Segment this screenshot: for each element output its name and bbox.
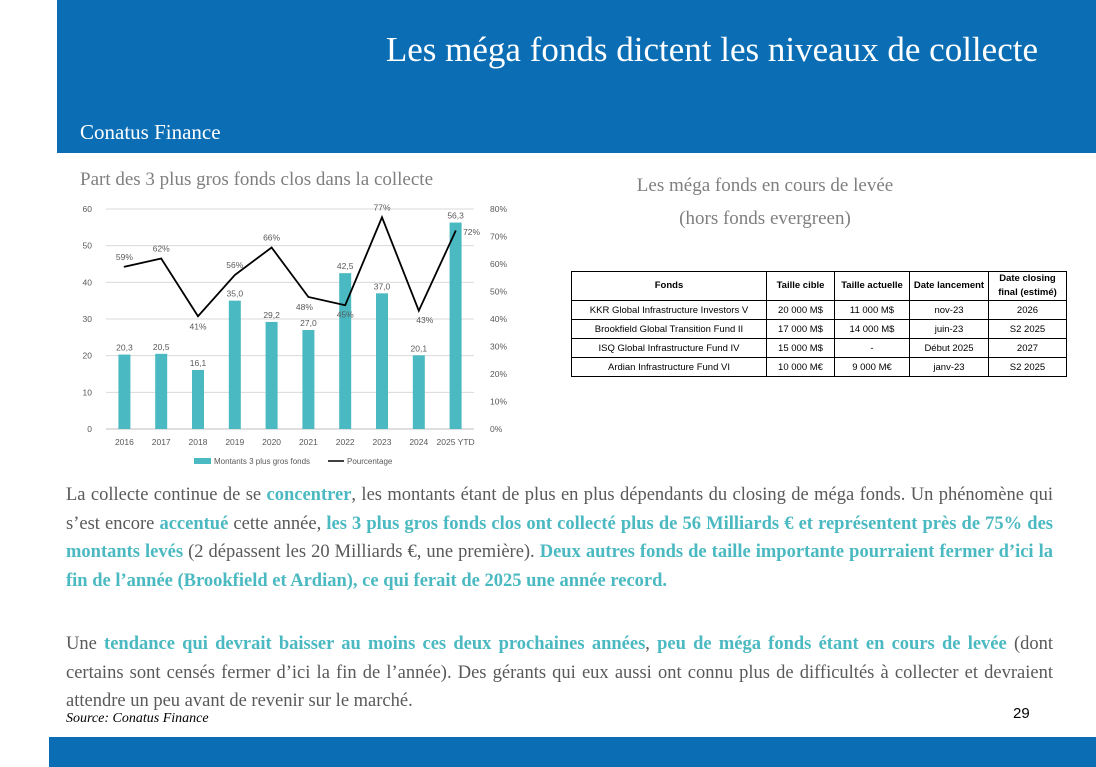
paragraph-2 — [66, 630, 1053, 716]
header-band — [57, 0, 1096, 153]
header-taille-cible: Taille cible — [767, 272, 835, 301]
table-row — [572, 320, 1067, 339]
cell-launch-date: Début 2025 — [910, 339, 989, 358]
table-title — [600, 169, 930, 235]
cell-current-size: 9 000 M€ — [835, 358, 910, 377]
header-date-lancement: Date lancement — [910, 272, 989, 301]
x-tick-label: 2019 — [225, 437, 245, 447]
page-number: 29 — [1013, 705, 1030, 722]
p1-highlight-2: accentué — [159, 513, 229, 534]
p2-highlight-1: tendance qui devrait baisser au moins ces deux prochaines années — [104, 634, 646, 654]
bar — [266, 322, 278, 429]
line-data-label: 43% — [416, 314, 434, 325]
table-header-row — [572, 272, 1067, 301]
legend-label: Pourcentage — [347, 457, 393, 466]
cell-current-size: 11 000 M$ — [835, 301, 910, 320]
line-point — [381, 216, 383, 218]
header-taille-actuelle: Taille actuelle — [835, 272, 910, 301]
y-right-tick-label: 60% — [490, 259, 508, 269]
cell-fund-name: Ardian Infrastructure Fund VI — [572, 358, 767, 377]
p1-highlight-1: concentrer — [266, 485, 352, 505]
cell-launch-date: nov-23 — [910, 301, 989, 320]
x-tick-label: 2020 — [262, 437, 282, 447]
bar-data-label: 16,1 — [189, 357, 207, 368]
table-row — [572, 358, 1067, 377]
p2-text-2: , — [645, 634, 658, 654]
line-point — [234, 274, 236, 276]
bar — [450, 223, 462, 429]
cell-closing-date: S2 2025 — [989, 320, 1067, 339]
p1-text-4: (2 dépassent les 20 Milliards €, une première). — [183, 542, 540, 562]
cell-closing-date: 2026 — [989, 301, 1067, 320]
chart-title: Part des 3 plus gros fonds clos dans la collecte — [80, 169, 434, 190]
y-right-tick-label: 0% — [490, 424, 503, 434]
bar — [192, 370, 204, 429]
bar — [376, 293, 388, 429]
line-data-label: 45% — [336, 309, 354, 320]
cell-launch-date: juin-23 — [910, 320, 989, 339]
cell-target-size: 15 000 M$ — [767, 339, 835, 358]
p1-text-3: cette année, — [228, 513, 327, 534]
bar-data-label: 35,0 — [226, 288, 244, 299]
line-data-label: 59% — [115, 251, 133, 262]
x-tick-label: 2017 — [151, 437, 171, 447]
cell-target-size: 20 000 M$ — [767, 301, 835, 320]
cell-target-size: 10 000 M€ — [767, 358, 835, 377]
cell-launch-date: janv-23 — [910, 358, 989, 377]
cell-current-size: - — [835, 339, 910, 358]
line-data-label: 77% — [373, 202, 391, 213]
line-point — [271, 247, 273, 249]
line-data-label: 66% — [263, 232, 281, 243]
line-point — [197, 315, 199, 317]
bar-data-label: 20,1 — [410, 343, 428, 354]
x-tick-label: 2021 — [298, 437, 318, 447]
p2-text-3: (dont certains sont censés fermer d’ici la fin de l’année). Des gérants qui eux aussi ont connu plus de difficultés à collecter et devraient attendre un peu avant de revenir sur le marché. — [66, 634, 1053, 711]
y-right-tick-label: 50% — [490, 286, 508, 297]
line-data-label: 62% — [152, 243, 170, 254]
cell-fund-name: ISQ Global Infrastructure Fund IV — [572, 339, 767, 358]
bar-data-label: 37,0 — [373, 281, 391, 292]
bar — [302, 330, 314, 429]
cell-closing-date: 2027 — [989, 339, 1067, 358]
y-left-tick-label: 10 — [82, 387, 92, 398]
line-point — [160, 258, 162, 260]
source-note: Source: Conatus Finance — [66, 711, 209, 726]
percentage-line — [124, 217, 455, 316]
brand-name: Conatus Finance — [80, 120, 221, 144]
bar-data-label: 56,3 — [447, 210, 464, 221]
footer-band — [49, 737, 1096, 767]
bar-data-label: 20,5 — [152, 341, 170, 352]
table-row — [572, 339, 1067, 358]
y-right-tick-label: 30% — [490, 341, 508, 352]
table-title-line2: (hors fonds evergreen) — [679, 208, 851, 229]
line-point — [308, 296, 310, 298]
line-point — [344, 304, 346, 306]
cell-closing-date: S2 2025 — [989, 358, 1067, 377]
cell-target-size: 17 000 M$ — [767, 320, 835, 339]
legend-label: Montants 3 plus gros fonds — [214, 457, 311, 466]
line-point — [124, 266, 126, 268]
bar-data-label: 27,0 — [300, 318, 317, 328]
bar — [155, 354, 167, 429]
y-right-tick-label: 20% — [490, 369, 508, 379]
x-tick-label: 2025 YTD — [436, 437, 475, 447]
bar-data-label: 29,2 — [263, 309, 280, 320]
line-data-label: 48% — [295, 302, 313, 312]
page-title: Les méga fonds dictent les niveaux de collecte — [385, 30, 1038, 69]
cell-fund-name: KKR Global Infrastructure Investors V — [572, 301, 767, 320]
p2-text-1: Une — [66, 634, 105, 654]
bar — [229, 301, 241, 429]
paragraph-1 — [66, 481, 1053, 595]
y-left-tick-label: 30 — [82, 314, 92, 324]
combo-chart — [70, 197, 510, 472]
cell-fund-name: Brookfield Global Transition Fund II — [572, 320, 767, 339]
y-right-tick-label: 10% — [490, 396, 508, 407]
legend-swatch-bars — [194, 458, 211, 464]
y-right-tick-label: 80% — [490, 204, 508, 214]
x-tick-label: 2016 — [114, 437, 134, 447]
cell-current-size: 14 000 M$ — [835, 320, 910, 339]
table-row — [572, 301, 1067, 320]
line-point — [418, 310, 420, 312]
table-title-line1: Les méga fonds en cours de levée — [636, 175, 894, 196]
line-data-label: 56% — [226, 260, 244, 270]
header-fonds: Fonds — [572, 272, 767, 301]
y-left-tick-label: 0 — [87, 424, 92, 434]
x-tick-label: 2024 — [409, 437, 429, 447]
x-tick-label: 2023 — [372, 437, 392, 447]
y-left-tick-label: 50 — [82, 240, 92, 251]
bar-data-label: 20,3 — [116, 342, 133, 353]
y-left-tick-label: 60 — [82, 204, 92, 214]
p1-highlight-3: les 3 plus gros fonds clos ont collecté plus de 56 Milliards € et représentent près de 75% des montants levés — [66, 513, 1053, 562]
x-tick-label: 2018 — [188, 437, 208, 447]
bar — [118, 355, 130, 429]
header-date-closing: Date closing final (estimé) — [989, 272, 1067, 301]
funds-table — [571, 271, 1067, 377]
p2-highlight-2: peu de méga fonds étant en cours de levée — [657, 634, 1007, 654]
y-right-tick-label: 70% — [490, 231, 508, 242]
p1-text-1: La collecte continue de se — [66, 485, 267, 505]
bar — [413, 355, 425, 429]
bar-data-label: 42,5 — [336, 261, 354, 272]
y-left-tick-label: 20 — [82, 350, 92, 361]
p1-text-2: , les montants étant de plus en plus dépendants du closing de méga fonds. Un phénomène qui s’est encore — [66, 485, 1053, 534]
line-point — [455, 230, 457, 232]
x-tick-label: 2022 — [335, 437, 355, 447]
line-data-label: 41% — [189, 321, 207, 332]
y-right-tick-label: 40% — [490, 314, 508, 324]
y-left-tick-label: 40 — [82, 277, 92, 288]
line-data-label: 72% — [463, 227, 481, 237]
p1-highlight-4: Deux autres fonds de taille importante pourraient fermer d’ici la fin de l’année (Brookfield et Ardian), ce qui ferait de 2025 une année record. — [66, 542, 1053, 591]
